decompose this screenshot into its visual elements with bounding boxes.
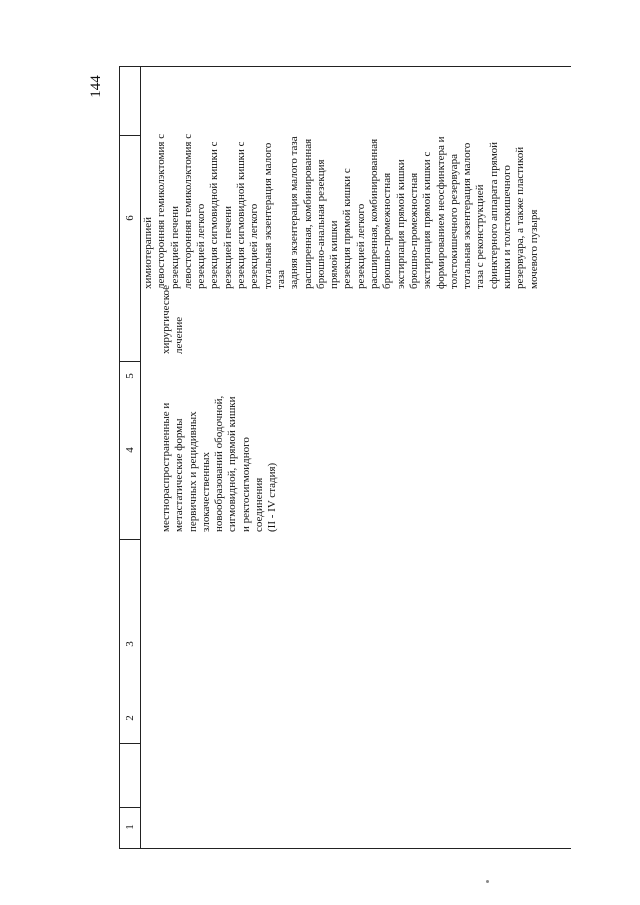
- method-line: левосторонняя гемиколэктомия с: [181, 133, 194, 289]
- method-line: тотальная экзентерация малого: [261, 142, 274, 289]
- column-boundary: [120, 807, 140, 808]
- diagnosis-line: соединения: [253, 477, 266, 532]
- diagnosis-line: и ректосигмоидного: [239, 437, 252, 532]
- procedures-table: [119, 66, 571, 849]
- treatment-type-line: лечение: [173, 316, 186, 354]
- column-number-text: 3: [124, 641, 136, 647]
- method-line: брюшно-промежностная: [407, 172, 420, 289]
- treatment-type-line: хирургическое: [160, 284, 172, 354]
- method-line: расширенная, комбинированная: [301, 138, 314, 289]
- diagnosis-line: новообразований ободочной,: [213, 395, 226, 532]
- method-line: левосторонняя гемиколэктомия с: [155, 133, 168, 289]
- column-number-text: 4: [124, 447, 136, 453]
- header-separator: [140, 67, 141, 848]
- method-line: резервуара, а также пластикой: [514, 146, 527, 289]
- method-line: таза с реконструкцией: [474, 184, 487, 289]
- method-line: резекцией легкого: [195, 203, 208, 289]
- column-boundary: [120, 135, 140, 136]
- method-line: сфинктерного аппарата прямой: [487, 141, 500, 289]
- method-line: резекция прямой кишки с: [341, 168, 354, 289]
- column-number-text: 1: [124, 824, 136, 830]
- method-line: кишки и толстокишечного: [501, 165, 514, 289]
- column-number-text: 5: [124, 373, 136, 379]
- column-number-5: [120, 369, 140, 383]
- diagnosis-line: (II - IV стадия): [266, 462, 279, 532]
- diagnosis-line: сигмовидной, прямой кишки: [226, 396, 239, 532]
- method-line: химиотерапией: [142, 216, 154, 289]
- column-number-4: [120, 443, 140, 457]
- column-number-2: [120, 711, 140, 725]
- diagnosis-line: первичных и рецидивных: [186, 411, 199, 532]
- method-line: резекцией легкого: [354, 203, 367, 289]
- method-line: толстокишечного резервуара: [447, 154, 460, 289]
- page-number-text: 144: [87, 74, 104, 98]
- method-line: экстирпация прямой кишки: [394, 159, 407, 289]
- method-line: расширенная, комбинированная: [368, 138, 381, 289]
- method-line: резекцией легкого: [248, 203, 261, 289]
- column-number-text: 2: [124, 715, 136, 721]
- method-line: задняя экзентерация малого таза: [288, 136, 301, 289]
- method-line: мочевого пузыря: [527, 209, 540, 289]
- method-line: брюшно-промежностная: [381, 172, 394, 289]
- method-line: прямой кишки: [328, 220, 341, 289]
- method-line: экстирпация прямой кишки с: [421, 151, 434, 289]
- column-boundary: [120, 361, 140, 362]
- method-line: резекцией печени: [221, 205, 234, 289]
- method-line: резекцией печени: [168, 205, 181, 289]
- method-line: тотальная экзентерация малого: [461, 142, 474, 289]
- treatment-type-text: [160, 285, 187, 354]
- scan-speck: [486, 880, 489, 883]
- method-line: формированием неосфинктера и: [434, 136, 447, 289]
- column-number-text: 6: [124, 215, 136, 221]
- method-line: резекция сигмовидной кишки с: [208, 141, 221, 289]
- diagnosis-line: злокачественных: [199, 451, 212, 532]
- page-number: [78, 66, 114, 106]
- column-boundary: [120, 539, 140, 540]
- column-number-3: [120, 637, 140, 651]
- method-line: резекция сигмовидной кишки с: [235, 141, 248, 289]
- diagnosis-line: местнораспространенные и: [160, 402, 172, 532]
- diagnosis-text: [160, 396, 280, 532]
- method-line: брюшно-анальная резекция: [314, 159, 327, 289]
- method-line: таза: [274, 269, 287, 289]
- methods-text: [142, 134, 541, 289]
- column-boundary: [120, 743, 140, 744]
- column-number-1: [120, 820, 140, 834]
- column-number-6: [120, 211, 140, 225]
- diagnosis-line: метастатические формы: [173, 418, 186, 532]
